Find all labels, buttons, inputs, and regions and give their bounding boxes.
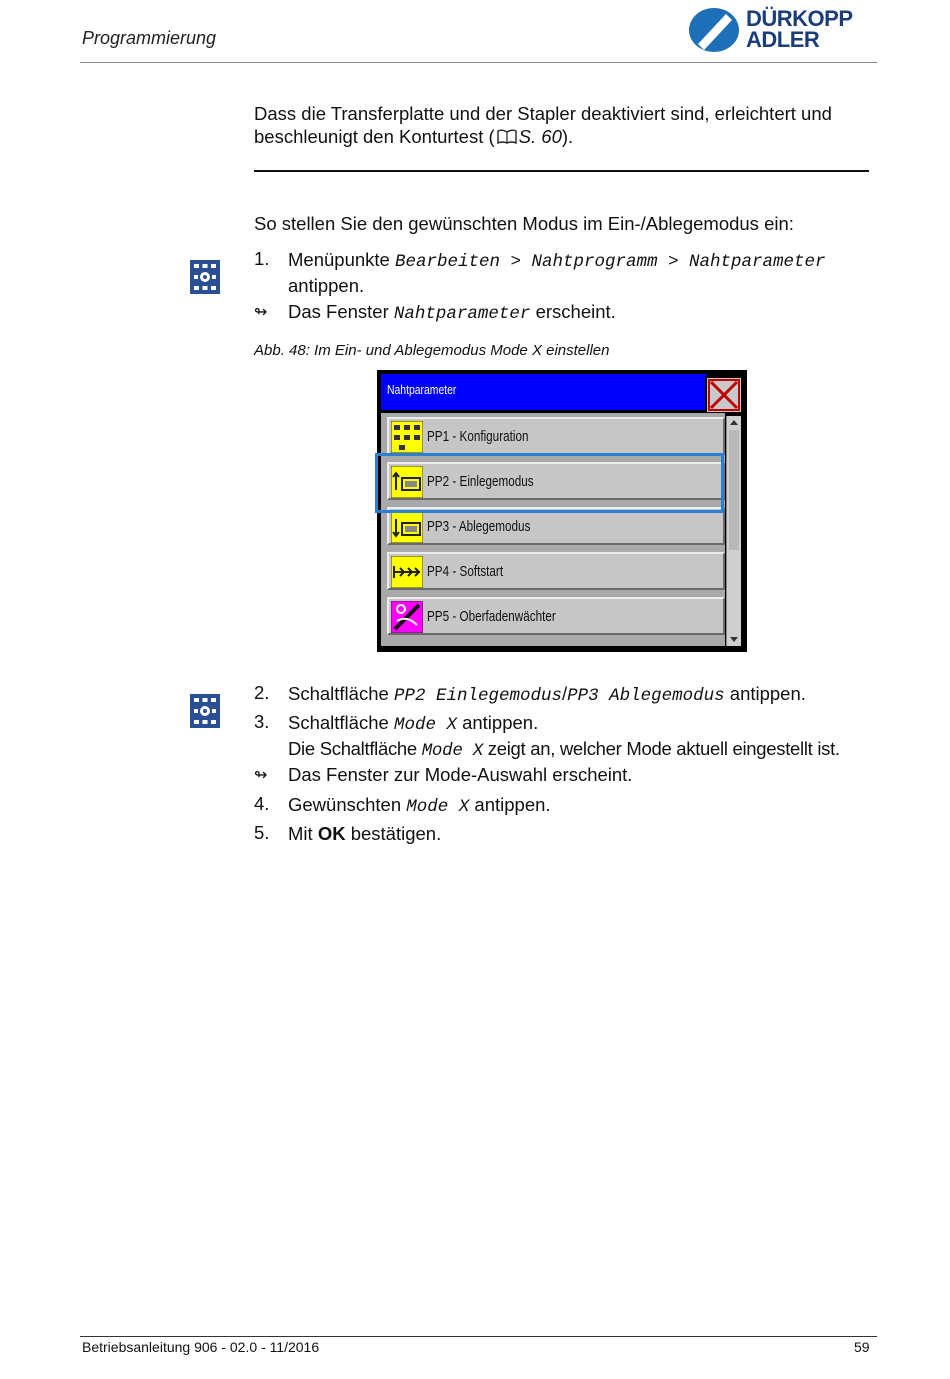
selection-highlight bbox=[375, 453, 724, 513]
step-4-text: Gewünschten Mode X antippen. bbox=[288, 794, 551, 817]
list-item-label: PP4 - Softstart bbox=[427, 563, 504, 580]
list-item-pp5[interactable] bbox=[387, 597, 725, 635]
page-number: 59 bbox=[854, 1339, 870, 1355]
step-number: 3. bbox=[254, 711, 270, 732]
header-divider bbox=[80, 62, 877, 63]
touch-operation-icon bbox=[190, 694, 220, 728]
stack-mode-icon bbox=[391, 511, 423, 543]
page-reference-link[interactable]: S. 60 bbox=[518, 126, 562, 147]
intro-paragraph: Dass die Transferplatte und der Stapler deaktiviert sind, erleichtert und beschleunigt den Konturtest ( S. 60). bbox=[254, 103, 832, 147]
logo-text: DÜRKOPP ADLER bbox=[746, 6, 853, 52]
parameter-list bbox=[381, 413, 725, 646]
footer-divider bbox=[80, 1336, 877, 1337]
list-item-label: PP3 - Ablegemodus bbox=[427, 518, 531, 535]
list-item-label: PP5 - Oberfadenwächter bbox=[427, 608, 556, 625]
brand-logo bbox=[688, 6, 873, 54]
menu-path: Bearbeiten > Nahtprogramm > Nahtparameter bbox=[394, 252, 826, 272]
list-scrollbar[interactable] bbox=[726, 416, 741, 646]
footer-document-info: Betriebsanleitung 906 - 02.0 - 11/2016 bbox=[82, 1339, 320, 1355]
section-title: Programmierung bbox=[82, 28, 217, 48]
list-item-label: PP2 - Einlegemodus bbox=[427, 473, 534, 490]
result-3-text: Das Fenster zur Mode-Auswahl erscheint. bbox=[288, 764, 633, 785]
softstart-icon bbox=[391, 556, 423, 588]
step-number: 1. bbox=[254, 248, 270, 269]
close-icon bbox=[707, 378, 741, 412]
result-arrow-icon: ↬ bbox=[254, 304, 268, 321]
close-button[interactable] bbox=[705, 376, 743, 414]
window-title: Nahtparameter bbox=[387, 382, 457, 397]
instruction-heading: So stellen Sie den gewünschten Modus im Ein-/Ablegemodus ein: bbox=[254, 213, 794, 234]
book-icon bbox=[497, 129, 517, 144]
list-item-label: PP1 - Konfiguration bbox=[427, 428, 529, 445]
result-1-text: Das Fenster Nahtparameter erscheint. bbox=[288, 301, 616, 324]
step-number: 5. bbox=[254, 822, 270, 843]
step-2-text: Schaltfläche PP2 Einlegemodus/PP3 Ablegemodus antippen. bbox=[288, 683, 806, 706]
result-arrow-icon: ↬ bbox=[254, 767, 268, 784]
step-number: 4. bbox=[254, 793, 270, 814]
list-item-pp1[interactable] bbox=[387, 417, 725, 455]
step-number: 2. bbox=[254, 682, 270, 703]
step-3-text: Schaltfläche Mode X antippen. Die Schaltfläche Mode X zeigt an, welcher Mode aktuell eingestellt ist. bbox=[288, 712, 840, 761]
scrollbar-arrows-icon bbox=[727, 416, 741, 646]
section-separator bbox=[254, 170, 869, 172]
figure-caption: Abb. 48: Im Ein- und Ablegemodus Mode X einstellen bbox=[254, 342, 610, 359]
window-titlebar bbox=[381, 374, 707, 410]
step-1-text: Menüpunkte Bearbeiten > Nahtprogramm > Nahtparameter antippen. bbox=[288, 249, 826, 296]
list-item-pp4[interactable] bbox=[387, 552, 725, 590]
thread-monitor-icon bbox=[391, 601, 423, 633]
config-icon bbox=[391, 421, 423, 453]
touch-operation-icon bbox=[190, 260, 220, 294]
step-5-text: Mit OK bestätigen. bbox=[288, 823, 442, 844]
logo-mark-icon bbox=[688, 6, 742, 54]
